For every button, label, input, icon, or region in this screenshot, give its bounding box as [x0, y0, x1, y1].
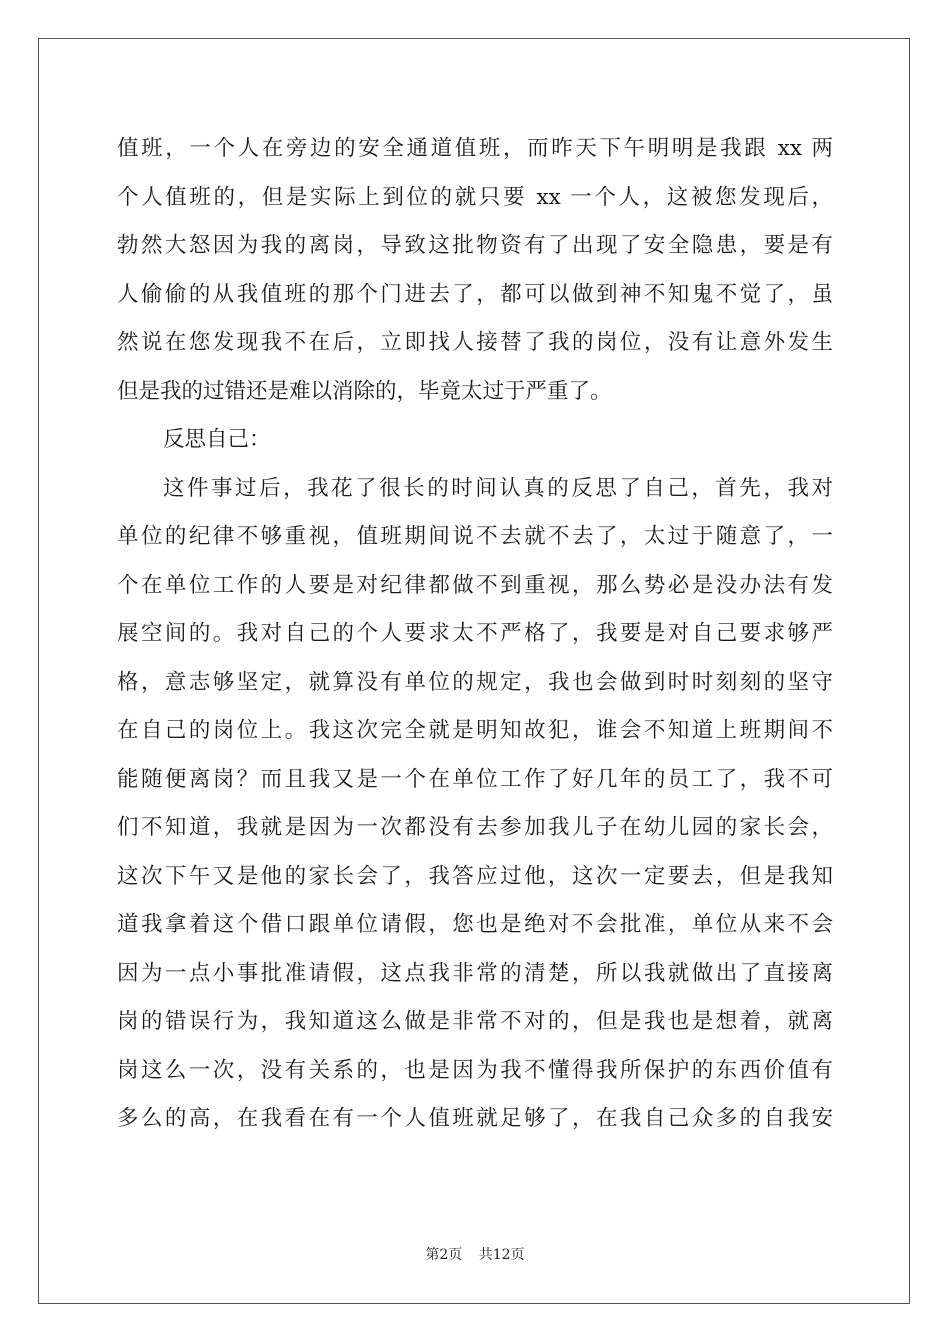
text-line: 值班，一个人在旁边的安全通道值班，而昨天下午明明是我跟 xx 两: [117, 136, 833, 161]
text-line: 多么的高，在我看在有一个人值班就足够了，在我自己众多的自我安: [117, 1106, 833, 1131]
page-number-total: 共12页: [478, 1247, 525, 1263]
text-line: 个人值班的，但是实际上到位的就只要 xx 一个人，这被您发现后，: [117, 184, 833, 210]
text-line: 这件事过后，我花了很长的时间认真的反思了自己，首先，我对: [163, 475, 833, 501]
text-line: 在自己的岗位上。我这次完全就是明知故犯，谁会不知道上班期间不: [117, 718, 833, 743]
text-line: 岗这么一次，没有关系的，也是因为我不懂得我所保护的东西价值有: [117, 1057, 833, 1083]
text-line: 这次下午又是他的家长会了，我答应过他，这次一定要去，但是我知: [117, 863, 833, 889]
text-line: 展空间的。我对自己的个人要求太不严格了，我要是对自己要求够严: [117, 621, 833, 646]
text-line: 然说在您发现我不在后，立即找人接替了我的岗位，没有让意外发生: [117, 330, 833, 355]
text-line: 能随便离岗？而且我又是一个在单位工作了好几年的员工了，我不可: [117, 766, 833, 792]
text-line: 们不知道，我就是因为一次都没有去参加我儿子在幼儿园的家长会，: [117, 815, 833, 840]
text-line: 道我拿着这个借口跟单位请假，您也是绝对不会批准，单位从来不会: [117, 912, 833, 937]
text-line: 格，意志够坚定，就算没有单位的规定，我也会做到时时刻刻的坚守: [117, 669, 833, 695]
document-body: [117, 125, 833, 1144]
page-footer: [0, 1244, 950, 1264]
text-line: 勃然大怒因为我的离岗，导致这批物资有了出现了安全隐患，要是有: [117, 233, 833, 258]
text-line: 人偷偷的从我值班的那个门进去了，都可以做到神不知鬼不觉了，虽: [117, 281, 833, 307]
page-number-current: 第2页: [425, 1247, 463, 1263]
text-line: 岗的错误行为，我知道这么做是非常不对的，但是我也是想着，就离: [117, 1009, 833, 1034]
text-line: 因为一点小事批准请假，这点我非常的清楚，所以我就做出了直接离: [117, 960, 833, 986]
text-line: 个在单位工作的人要是对纪律都做不到重视，那么势必是没办法有发: [117, 572, 833, 598]
text-line: 但是我的过错还是难以消除的，毕竟太过于严重了。: [117, 378, 612, 404]
text-line: 单位的纪律不够重视，值班期间说不去就不去了，太过于随意了，一: [117, 524, 833, 549]
section-heading: 反思自己：: [163, 427, 271, 452]
